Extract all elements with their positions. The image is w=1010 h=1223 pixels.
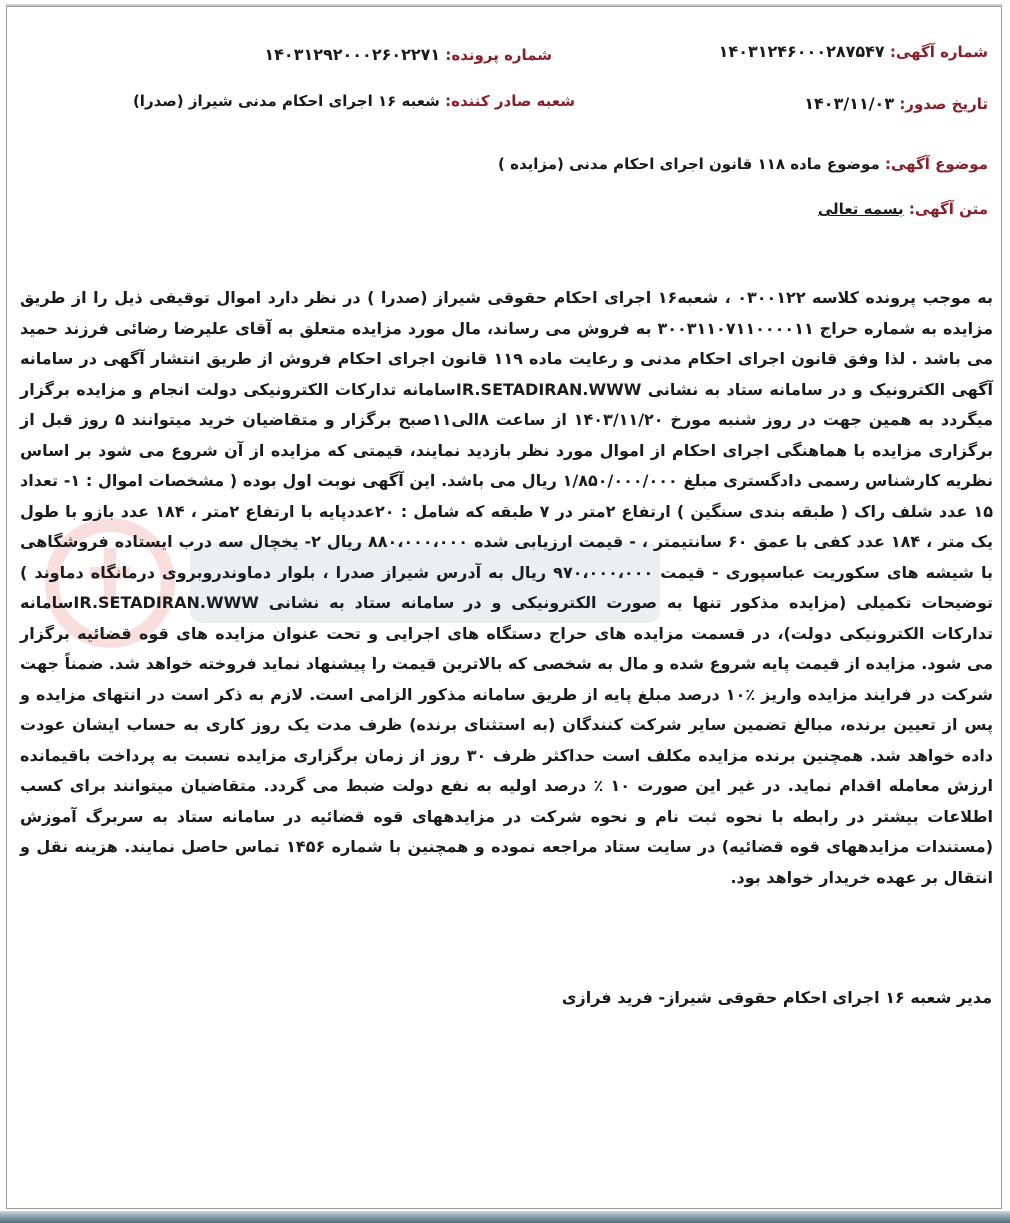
subject-row <box>498 155 988 173</box>
issue-date-label: تاریخ صدور: <box>899 95 988 113</box>
issue-date-row <box>804 94 988 113</box>
case-number-value: ۱۴۰۳۱۲۹۲۰۰۰۲۶۰۲۲۷۱ <box>264 45 441 64</box>
issuing-branch-value: شعبه ۱۶ اجرای احکام مدنی شیراز (صدرا) <box>132 92 440 110</box>
case-number-row <box>264 45 552 64</box>
ad-number-label: شماره آگهی: <box>889 43 988 61</box>
issuing-branch-row <box>133 92 575 110</box>
text-heading: بسمه تعالی <box>817 200 904 218</box>
announcement-body: به موجب پرونده کلاسه ۰۳۰۰۱۲۲ ، شعبه۱۶ اجرای احکام حقوقی شیراز (صدرا ) در نظر دارد اموال توقیفی ذیل را از طریق مزایده به شماره حراج ۳۰۰۳۱۱۰۷۱۱۰۰۰۰۱۱ به فروش می رساند، مال مورد مزایده متعلق به آقای علیرضا رضائی فرزند حمید می باشد . لذا وفق قانون اجرای احکام مدنی و رعایت ماده ۱۱۹ قانون اجرای احکام فروش از طریق انتشار آگهی در سامانه آگهی الکترونیک و در سامانه ستاد به نشانی IR.SETADIRAN.WWWسامانه تدارکات الکترونیکی دولت انجام و مزایده برگزار میگردد به همین جهت در روز شنبه مورخ ۱۴۰۳/۱۱/۲۰ از ساعت ۸الی۱۱صبح برگزار و متقاضیان خرید میتوانند ۵ روز قبل از برگزاری مزایده با هماهنگی اجرای احکام از اموال مورد نظر بازدید نمایند، قیمتی که مزایده از آن شروع می شود بر اساس نظریه کارشناس رسمی دادگستری مبلغ ۱/۸۵۰/۰۰۰/۰۰۰ ریال می باشد. این آگهی نوبت اول بوده ( مشخصات اموال : ۱- تعداد ۱۵ عدد شلف راک ( طبقه بندی سنگین ) ارتفاع ۲متر در ۷ طبقه که شامل : ۲۰عددپایه با ارتفاع ۲متر ، ۱۸۴ عدد بازو با طول یک متر ، ۱۸۴ عدد کفی با عمق ۶۰ سانتیمتر ، - قیمت ارزیابی شده ۸۸۰،۰۰۰،۰۰۰ ریال ۲- یخچال سه درب ایستاده فروشگاهی با شیشه های سکوریت عباسپوری - قیمت ۹۷۰،۰۰۰،۰۰۰ ریال به آدرس شیراز صدرا ، بلوار دماوندروبروی درمانگاه دماوند ) توضیحات تکمیلی (مزایده مذکور تنها به صورت الکترونیکی و در سامانه ستاد به نشانی IR.SETADIRAN.WWWسامانه تدارکات الکترونیکی دولت)، در قسمت مزایده های حراج دستگاه های اجرایی و تحت عنوان مزایده های قوه قضائیه برگزار می شود. مزایده از قیمت پایه شروع شده و مال به شخصی که بالاترین قیمت را پیشنهاد نماید فروخته خواهد شد. ضمناً جهت شرکت در فرایند مزایده واریز ٪۱۰ درصد مبلغ پایه از طریق سامانه مذکور الزامی است. لازم به ذکر است در انتهای مزایده و پس از تعیین برنده، مبالغ تضمین سایر شرکت کنندگان (به استثنای برنده) ظرف مدت یک روز کاری به حساب ایشان عودت داده خواهد شد. همچنین برنده مزایده مکلف است حداکثر ظرف ۳۰ روز از زمان برگزاری مزایده نسبت به پرداخت باقیمانده ارزش معامله اقدام نماید. در غیر این صورت ۱۰ ٪ درصد اولیه به نفع دولت ضبط می گردد. متقاضیان میتوانند برای کسب اطلاعات بیشتر در رابطه با نحوه ثبت نام و نحوه شرکت در مزایدههای قوه قضائیه در سامانه ستاد به سربرگ آموزش (مستندات مزایدههای قوه قضائیه) در سایت ستاد مراجعه نموده و همچنین با شماره ۱۴۵۶ تماس حاصل نمایند. هزینه نقل و انتقال بر عهده خریدار خواهد بود. <box>20 288 994 887</box>
ad-number-value: ۱۴۰۳۱۲۴۶۰۰۰۲۸۷۵۴۷ <box>718 42 885 61</box>
subject-label: موضوع آگهی: <box>884 155 988 173</box>
text-label: متن آگهی: <box>908 200 988 218</box>
ad-number-row <box>719 42 988 61</box>
bottom-bar <box>0 1211 1010 1223</box>
subject-value: موضوع ماده ۱۱۸ قانون اجرای احکام مدنی (مزایده ) <box>498 155 880 173</box>
text-label-row <box>818 200 988 218</box>
signature: مدیر شعبه ۱۶ اجرای احکام حقوقی شیراز- فرید فرازی <box>561 988 992 1007</box>
issue-date-value: ۱۴۰۳/۱۱/۰۳ <box>804 94 895 113</box>
case-number-label: شماره پرونده: <box>445 46 552 64</box>
issuing-branch-label: شعبه صادر کننده: <box>445 92 575 110</box>
